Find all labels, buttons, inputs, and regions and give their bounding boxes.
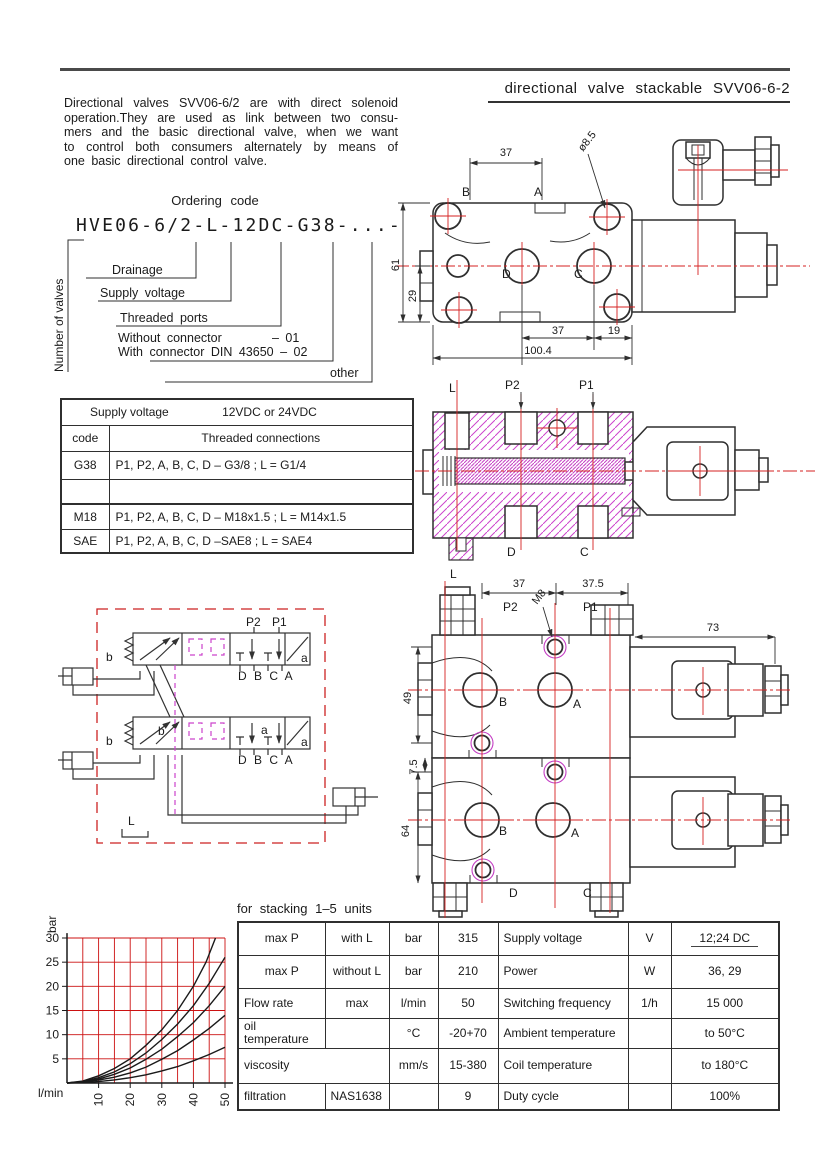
- dim-64: 64: [400, 824, 412, 838]
- x-tick-label: 40: [186, 1093, 201, 1107]
- dim-19: 19: [607, 325, 621, 337]
- port-b-label: B: [461, 185, 471, 199]
- intro-line: mers and the basic directional valve, when we want: [64, 125, 398, 139]
- port-p1-label: P1: [583, 600, 598, 614]
- dim-dia-8-5: ø8.5: [575, 129, 599, 154]
- without-connector-label: Without connector: [118, 331, 222, 345]
- p2-label: P2: [246, 615, 261, 629]
- header-rule: [60, 68, 790, 71]
- page-title: directional valve stackable SVV06-6-2: [504, 80, 790, 97]
- table-row: max P without L bar 210 Power W 36, 29: [238, 955, 779, 988]
- x-tick-label: 50: [218, 1093, 232, 1107]
- x-axis-label: l/min: [38, 1086, 64, 1100]
- port-d-label: D: [509, 886, 518, 900]
- other-label: other: [330, 366, 359, 380]
- intro-paragraph: [64, 96, 398, 169]
- voltage-header-label: Supply voltage: [90, 405, 169, 420]
- connection-lines: [73, 665, 358, 823]
- ports-dbca-2: D B C A: [238, 753, 295, 767]
- dim-61: 61: [390, 258, 402, 272]
- intro-line: one basic directional control valve.: [64, 154, 268, 168]
- drain-bracket: [122, 829, 148, 837]
- x-tick-label: 30: [154, 1093, 169, 1107]
- with-connector-label: With connector DIN 43650 – 02: [118, 345, 308, 359]
- col-header-desc: Threaded connections: [109, 425, 413, 451]
- port-c-label: C: [574, 267, 583, 281]
- solenoid-1: [630, 647, 788, 737]
- spec-table: [237, 921, 780, 1111]
- table-row: filtration NAS1638 9 Duty cycle 100%: [238, 1083, 779, 1110]
- port-b1-label: B: [499, 695, 508, 709]
- intro-line: operation.They are used as link between two consu-: [64, 110, 398, 125]
- p1-label: P1: [272, 615, 287, 629]
- valve-symbol-2: [125, 717, 310, 755]
- valve-section-drawing: [415, 372, 820, 570]
- solenoid-outline: [632, 137, 779, 312]
- without-connector-code: – 01: [272, 331, 300, 345]
- table-row: [61, 399, 413, 425]
- dim-37-top: 37: [499, 147, 513, 159]
- valve-top-view-drawing: [390, 120, 820, 378]
- supply-voltage-label: Supply voltage: [100, 286, 186, 300]
- block-outlines: [418, 587, 633, 917]
- voltage-table: [60, 398, 414, 554]
- table-row: Flow rate max l/min 50 Switching frequency 1/h 15 000: [238, 988, 779, 1018]
- dim-29: 29: [407, 289, 419, 303]
- voltage-value: 12;24 DC: [691, 931, 758, 947]
- section-body: [423, 412, 640, 560]
- drain-l-label: L: [128, 814, 135, 828]
- ordering-leader-lines: [40, 186, 400, 390]
- spring-b1-label: b: [106, 650, 113, 664]
- port-p1-label: P1: [579, 378, 594, 392]
- solenoid-a1-label: a: [301, 651, 308, 665]
- table-row: oil temperature °C -20+70 Ambient temperature to 50°C: [238, 1018, 779, 1048]
- solenoid-a2-label: a: [301, 735, 308, 749]
- table-row: [61, 425, 413, 451]
- table-row: M18 P1, P2, A, B, C, D – M18x1.5 ; L = M14x1.5: [61, 504, 413, 529]
- y-tick-label: 20: [45, 979, 59, 994]
- port-l-label: L: [450, 567, 457, 581]
- drainage-label: Drainage: [112, 263, 163, 277]
- port-l-label: L: [449, 381, 456, 395]
- table-row: SAE P1, P2, A, B, C, D –SAE8 ; L = SAE4: [61, 529, 413, 553]
- solenoid-2: [630, 777, 788, 867]
- y-tick-label: 15: [45, 1003, 59, 1018]
- dim-37: 37: [512, 578, 526, 590]
- leader-lines: [68, 240, 372, 382]
- dim-73: 73: [706, 622, 720, 634]
- spring-b2-label: b: [106, 734, 113, 748]
- x-tick-label: 10: [91, 1093, 106, 1107]
- table-row: [61, 479, 413, 504]
- port-d-label: D: [502, 267, 511, 281]
- port-p2-label: P2: [505, 378, 520, 392]
- table-row: viscosity mm/s 15-380 Coil temperature to 180°C: [238, 1048, 779, 1083]
- dim-100-4: 100.4: [524, 345, 552, 357]
- y-tick-label: 25: [45, 955, 59, 970]
- port-p2-label: P2: [503, 600, 518, 614]
- table-row: max P with L bar 315 Supply voltage V 12;24 DC: [238, 922, 779, 955]
- dim-37-5: 37.5: [582, 578, 604, 590]
- title-underline: [488, 101, 790, 103]
- dim-7-5: 7.5: [408, 759, 420, 775]
- table-row: G38 P1, P2, A, B, C, D – G3/8 ; L = G1/4: [61, 451, 413, 479]
- number-of-valves-label: Number of valves: [52, 278, 66, 372]
- port-c-label: C: [583, 886, 592, 900]
- port-b2-label: B: [499, 824, 508, 838]
- intro-line: Directional valves SVV06-6/2 are with direct solenoid: [64, 96, 398, 110]
- port-a1-label: A: [573, 697, 582, 711]
- hydraulic-schematic: [58, 595, 398, 885]
- ordering-code-heading: Ordering code: [171, 193, 259, 208]
- x-tick-label: 20: [123, 1093, 138, 1107]
- port-d-label: D: [507, 545, 516, 559]
- valve-symbol-1: [125, 627, 310, 671]
- stacked-valves-drawing: [393, 563, 826, 918]
- y-tick-label: 10: [45, 1027, 59, 1042]
- col-header-code: code: [61, 425, 109, 451]
- y-axis-label: bar: [45, 915, 59, 933]
- threaded-ports-label: Threaded ports: [120, 311, 208, 325]
- port-a2-label: A: [571, 826, 580, 840]
- port-a-label: A: [533, 185, 543, 199]
- intro-line: to control both consumers alternately by means of: [64, 139, 398, 154]
- dim-37-bottom: 37: [551, 325, 565, 337]
- dim-m8: M8: [529, 587, 549, 607]
- ports-dbca-1: D B C A: [238, 669, 295, 683]
- y-tick-label: 5: [52, 1051, 59, 1066]
- ordering-code-value: HVE06-6/2-L-12DC-G38-...-: [76, 215, 402, 236]
- inner-b-label: b: [158, 724, 165, 738]
- stacking-note: for stacking 1–5 units: [237, 901, 372, 916]
- inner-a-label: a: [261, 723, 268, 737]
- voltage-header-value: 12VDC or 24VDC: [222, 405, 317, 420]
- y-tick-label: 30: [45, 931, 59, 946]
- port-c-label: C: [580, 545, 589, 559]
- pressure-flow-chart: [36, 893, 241, 1133]
- dim-49: 49: [402, 691, 414, 705]
